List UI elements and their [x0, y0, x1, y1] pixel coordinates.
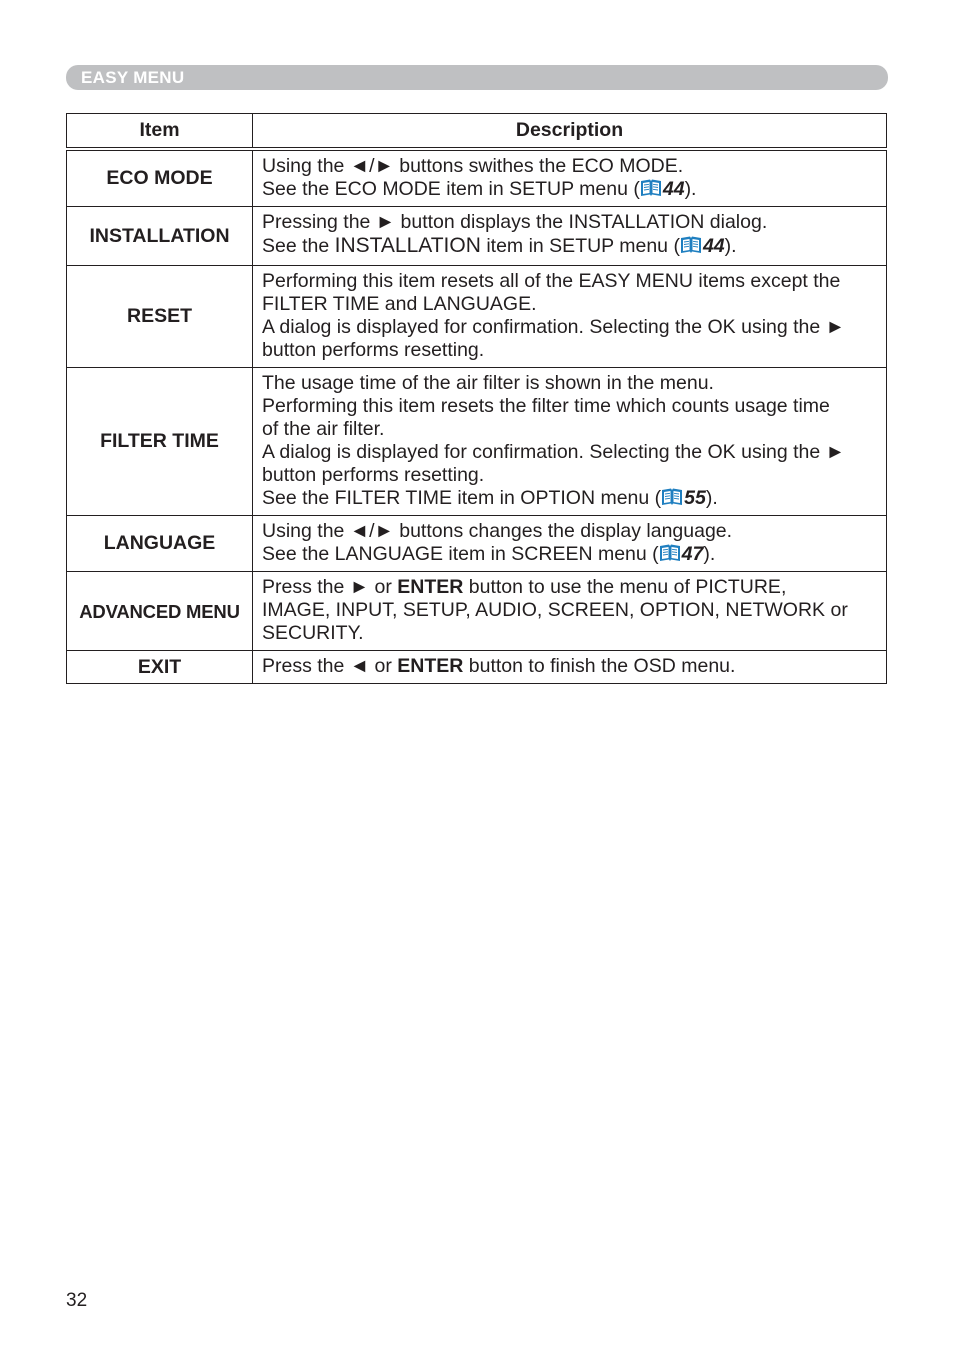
- item-exit: EXIT: [67, 651, 253, 684]
- description-language: Using the ◄/► buttons changes the display language. See the LANGUAGE item in SCREEN menu ( 47).: [253, 516, 887, 572]
- item-eco-mode: ECO MODE: [67, 149, 253, 207]
- item-filter-time: FILTER TIME: [67, 368, 253, 516]
- column-header-item: Item: [67, 114, 253, 150]
- item-reset: RESET: [67, 266, 253, 368]
- book-reference-icon: [659, 544, 681, 562]
- section-title: EASY MENU: [81, 68, 185, 87]
- item-advanced-menu: ADVANCED MENU: [67, 572, 253, 651]
- table-header-row: [67, 114, 887, 150]
- item-installation: INSTALLATION: [67, 207, 253, 266]
- table-row: [67, 516, 887, 572]
- section-header-bar: [66, 65, 888, 90]
- page-reference[interactable]: 47: [681, 543, 704, 565]
- table-row: [67, 651, 887, 684]
- book-reference-icon: [661, 488, 683, 506]
- table-row: [67, 368, 887, 516]
- page-number: 32: [66, 1290, 88, 1311]
- table-row: [67, 572, 887, 651]
- page-reference[interactable]: 44: [702, 235, 725, 257]
- table-row: [67, 207, 887, 266]
- book-reference-icon: [680, 236, 702, 254]
- description-filter-time: The usage time of the air filter is shown in the menu. Performing this item resets the filter time which counts usage time of the air filter. A dialog is displayed for confirmation. Selecting the OK using the ► button performs resetting. See the FILTER TIME item in OPTION menu ( 55).: [253, 368, 887, 516]
- easy-menu-table: [66, 113, 887, 684]
- description-advanced-menu: Press the ► or ENTER button to use the menu of PICTURE, IMAGE, INPUT, SETUP, AUDIO, SCREEN, OPTION, NETWORK or SECURITY.: [253, 572, 887, 651]
- description-eco-mode: Using the ◄/► buttons swithes the ECO MODE. See the ECO MODE item in SETUP menu ( 44).: [253, 149, 887, 207]
- column-header-description: Description: [253, 114, 887, 150]
- table-row: [67, 149, 887, 207]
- page-reference[interactable]: 44: [662, 178, 685, 200]
- table-row: [67, 266, 887, 368]
- page-reference[interactable]: 55: [684, 487, 706, 509]
- item-language: LANGUAGE: [67, 516, 253, 572]
- description-reset: Performing this item resets all of the EASY MENU items except the FILTER TIME and LANGUAGE. A dialog is displayed for confirmation. Selecting the OK using the ► button performs resetting.: [253, 266, 887, 368]
- book-reference-icon: [640, 179, 662, 197]
- description-exit: Press the ◄ or ENTER button to finish the OSD menu.: [253, 651, 887, 684]
- description-installation: Pressing the ► button displays the INSTALLATION dialog. See the INSTALLATION item in SETUP menu ( 44).: [253, 207, 887, 266]
